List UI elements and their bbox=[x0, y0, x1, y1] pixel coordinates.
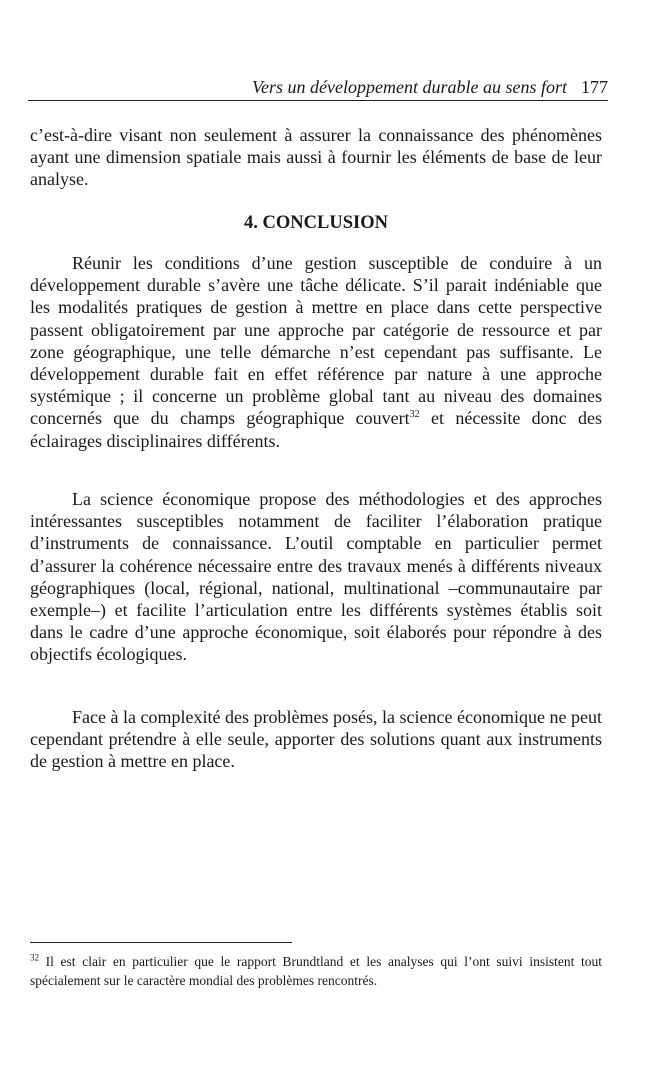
paragraph-text: Réunir les conditions d’une gestion susceptible de conduire à un développement durable s’avère une tâche délicate. S’il parait indéniable que les modalités pratiques de gestion à mettre en place dans cette perspective passent obligatoirement par une approche par catégorie de ressource et par zone géographique, une telle démarche n’est cependant pas suffisante. Le développement durable fait en effet référence par nature à une approche systémique ; il concerne un problème global tant au niveau des domaines concernés que du champs géographique couvert bbox=[30, 253, 602, 429]
paragraph-text: et nécessite donc des éclairages disciplinaires différents. bbox=[30, 408, 602, 451]
footnote-marker: 32 bbox=[30, 952, 39, 963]
paragraph-conclusion-3: Face à la complexité des problèmes posés, la science économique ne peut cependant prétendre à elle seule, apporter des solutions quant aux instruments de gestion à mettre en place. bbox=[30, 707, 602, 772]
running-header bbox=[28, 76, 608, 101]
running-title: Vers un développement durable au sens fort bbox=[252, 77, 567, 97]
footnote-text: Il est clair en particulier que le rapport Brundtland et les analyses qui l’ont suivi insistent tout spécialement sur le caractère mondial des problèmes rencontrés. bbox=[30, 954, 602, 988]
paragraph-conclusion-1 bbox=[30, 252, 602, 452]
footnote-reference[interactable]: 32 bbox=[409, 409, 420, 421]
paragraph-conclusion-2: La science économique propose des méthodologies et des approches intéressantes susceptibles notamment de faciliter l’élaboration pratique d’instruments de connaissance. L’outil comptable en particulier permet d’assurer la cohérence nécessaire entre des travaux menés à différents niveaux géographiques (local, régional, national, multinational –communautaire par exemple–) et facilite l’articulation entre les différents systèmes établis soit dans le cadre d’une approche économique, soit élaborés pour répondre à des objectifs écologiques. bbox=[30, 489, 602, 665]
footnote-separator bbox=[30, 942, 292, 943]
footnote bbox=[30, 952, 602, 990]
section-heading: 4. CONCLUSION bbox=[244, 213, 388, 233]
paragraph-continuation: c’est-à-dire visant non seulement à assurer la connaissance des phénomènes ayant une dimension spatiale mais aussi à fournir les éléments de base de leur analyse. bbox=[30, 125, 602, 190]
page-number: 177 bbox=[581, 77, 608, 97]
